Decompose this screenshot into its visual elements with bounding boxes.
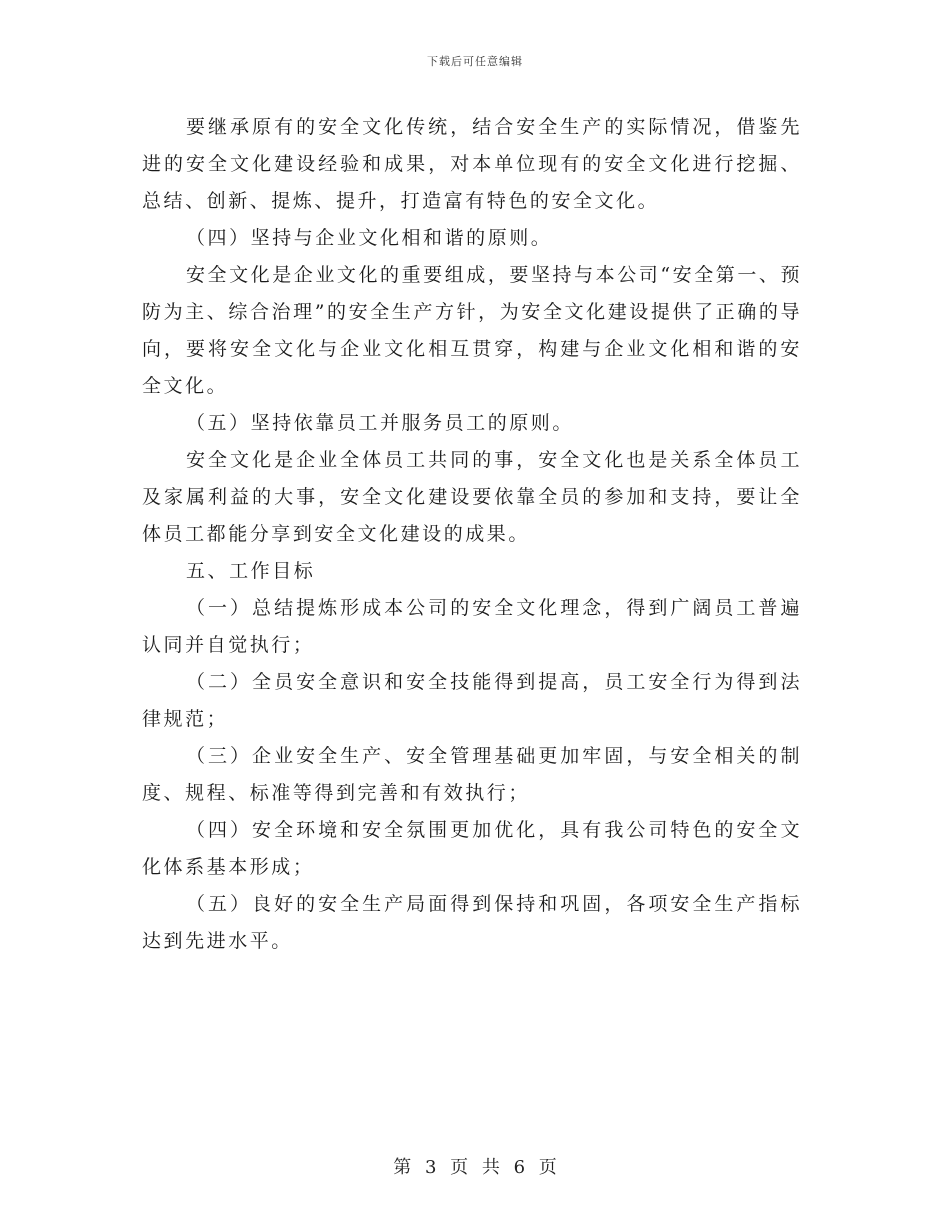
page-footer-page-number: 第 3 页 共 6 页 (393, 1157, 557, 1178)
goal-item-2: （二）全员安全意识和安全技能得到提高，员工安全行为得到法律规范； (142, 671, 802, 730)
page-header: 下载后可任意编辑 (427, 55, 523, 68)
heading-principle-4: （四）坚持与企业文化相和谐的原则。 (186, 227, 553, 249)
document-body (142, 109, 802, 960)
goal-item-4: （四）安全环境和安全氛围更加优化，具有我公司特色的安全文化体系基本形成； (142, 819, 802, 878)
goal-item-5: （五）良好的安全生产局面得到保持和巩固，各项安全生产指标达到先进水平。 (142, 893, 802, 952)
paragraph-employees: 安全文化是企业全体员工共同的事，安全文化也是关系全体员工及家属利益的大事，安全文化建设要依靠全员的参加和支持，要让全体员工都能分享到安全文化建设的成果。 (142, 449, 802, 545)
paragraph-inherit-tradition: 要继承原有的安全文化传统，结合安全生产的实际情况，借鉴先进的安全文化建设经验和成果，对本单位现有的安全文化进行挖掘、总结、创新、提炼、提升，打造富有特色的安全文化。 (142, 116, 802, 212)
paragraph-corporate-culture: 安全文化是企业文化的重要组成，要坚持与本公司“安全第一、预防为主、综合治理”的安全生产方针，为安全文化建设提供了正确的导向，要将安全文化与企业文化相互贯穿，构建与企业文化相和谐的安全文化。 (142, 264, 802, 397)
goal-item-1: （一）总结提炼形成本公司的安全文化理念，得到广阔员工普遍认同并自觉执行； (142, 597, 802, 656)
section-heading-goals: 五、工作目标 (186, 560, 316, 582)
heading-principle-5: （五）坚持依靠员工并服务员工的原则。 (186, 412, 574, 434)
goal-item-3: （三）企业安全生产、安全管理基础更加牢固，与安全相关的制度、规程、标准等得到完善和有效执行； (142, 745, 802, 804)
